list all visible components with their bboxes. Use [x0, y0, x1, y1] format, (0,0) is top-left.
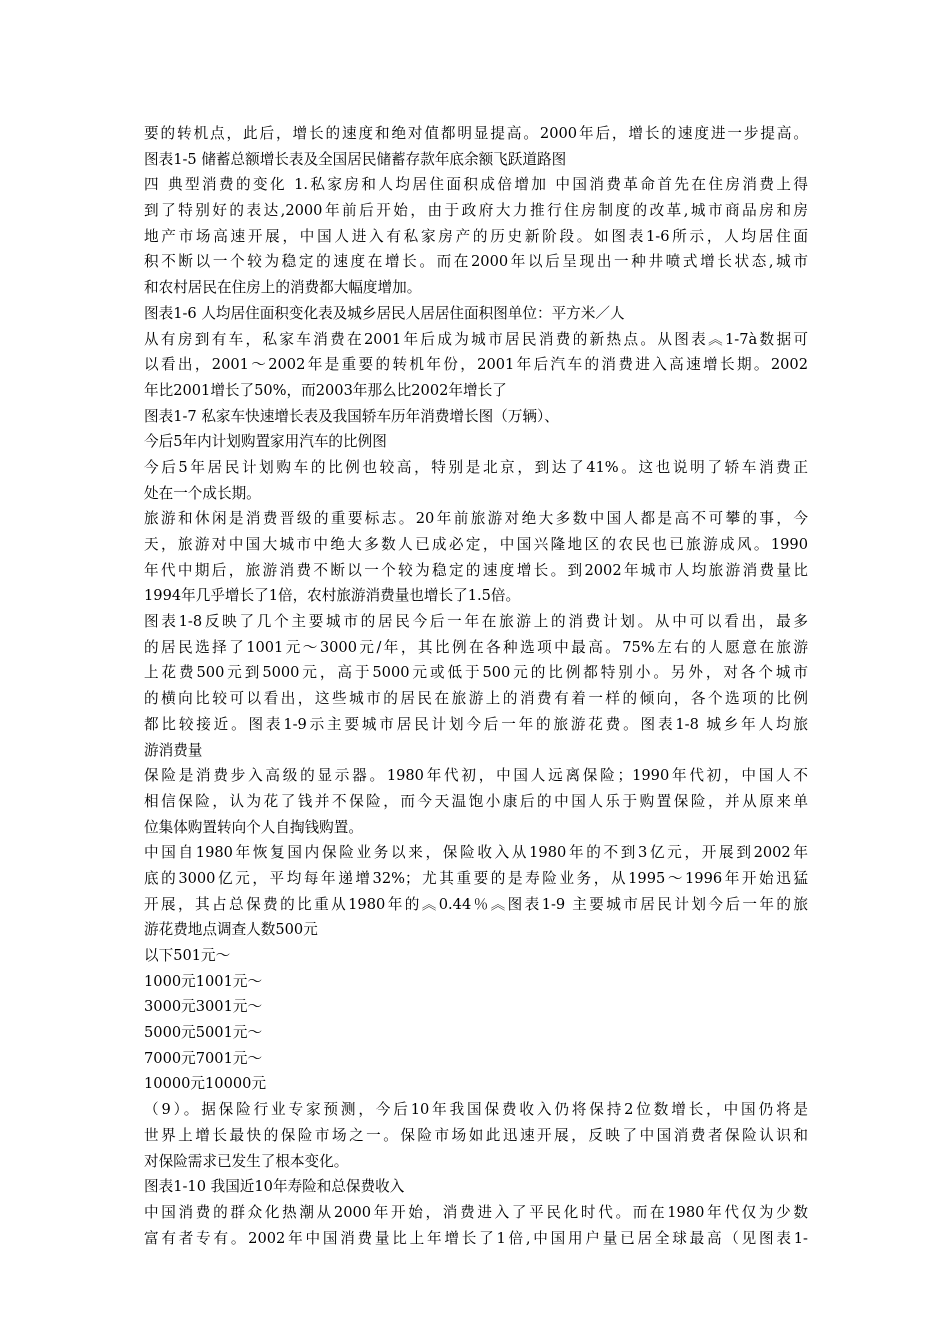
text-line: 7000元7001元～	[144, 1049, 263, 1067]
text-line: 的横向比较可以看出，这些城市的居民在旅游上的消费有着一样的倾向，各个选项的比例	[144, 690, 808, 708]
text-line: （9）。据保险行业专家预测，今后10年我国保费收入仍将保持2位数增长，中国仍将是	[144, 1101, 808, 1119]
text-line: 今后5年内计划购置家用汽车的比例图	[144, 433, 387, 451]
text-line: 中国消费的群众化热潮从2000年开始，消费进入了平民化时代。而在1980年代仅为少数	[144, 1203, 808, 1221]
text-line: 开展，其占总保费的比重从1980年的︽0.44％︽图表1-9 主要城市居民计划今后一年的旅	[144, 895, 808, 913]
text-line: 要的转机点，此后，增长的速度和绝对值都明显提高。2000年后，增长的速度进一步提高。	[144, 125, 808, 142]
text-line: 四 典型消费的变化 1.私家房和人均居住面积成倍增加 中国消费革命首先在住房消费上得	[144, 176, 808, 194]
text-line: 对保险需求已发生了根本变化。	[144, 1152, 349, 1170]
text-line: 相信保险，认为花了钱并不保险，而今天温饱小康后的中国人乐于购置保险，并从原来单	[144, 792, 808, 810]
text-line: 保险是消费步入高级的显示器。1980年代初，中国人远离保险；1990年代初，中国人不	[144, 767, 808, 785]
text-line: 从有房到有车，私家车消费在2001年后成为城市居民消费的新热点。从图表︽1-7à数据可	[144, 330, 808, 348]
text-line: 富有者专有。2002年中国消费量比上年增长了1倍,中国用户量已居全球最高（见图表1-	[144, 1229, 808, 1247]
text-line: 游消费量	[144, 741, 203, 759]
text-line: 到了特别好的表达,2000年前后开始，由于政府大力推行住房制度的改革,城市商品房和房	[144, 202, 808, 220]
text-line: 游花费地点调查人数500元	[144, 921, 318, 939]
text-line: 图表1-10 我国近10年寿险和总保费收入	[144, 1178, 405, 1196]
text-line: 中国自1980年恢复国内保险业务以来，保险收入从1980年的不到3亿元，开展到2002年	[144, 844, 808, 862]
text-line: 积不断以一个较为稳定的速度在增长。而在2000年以后呈现出一种井喷式增长状态,城市	[144, 253, 808, 271]
text-line: 和农村居民在住房上的消费都大幅度增加。	[144, 279, 422, 297]
document-page	[144, 121, 808, 1251]
text-line: 年比2001增长了50%，而2003年那么比2002年增长了	[144, 381, 507, 399]
text-line: 底的3000亿元，平均每年递增32%；尤其重要的是寿险业务，从1995～1996年开始迅猛	[144, 869, 808, 887]
text-line: 以下501元～	[144, 947, 231, 964]
text-line: 的居民选择了1001元～3000元/年，其比例在各种选项中最高。75%左右的人愿意在旅游	[144, 638, 808, 656]
text-line: 世界上增长最快的保险市场之一。保险市场如此迅速开展，反映了中国消费者保险认识和	[144, 1126, 808, 1144]
text-line: 5000元5001元～	[144, 1024, 263, 1042]
text-line: 都比较接近。图表1-9示主要城市居民计划今后一年的旅游花费。图表1-8 城乡年人均旅	[144, 715, 808, 733]
text-line: 处在一个成长期。	[144, 484, 261, 502]
text-line: 1994年几乎增长了1倍，农村旅游消费量也增长了1.5倍。	[144, 587, 521, 605]
text-line: 图表1-7 私家车快速增长表及我国轿车历年消费增长图（万辆）、	[144, 407, 559, 425]
text-line: 图表1-5 储蓄总额增长表及全国居民储蓄存款年底余额飞跃道路图	[144, 150, 567, 168]
text-line: 1000元1001元～	[144, 972, 263, 990]
text-line: 上花费500元到5000元，高于5000元或低于500元的比例都特别小。另外，对各个城市	[144, 664, 808, 682]
text-line: 旅游和休闲是消费晋级的重要标志。20年前旅游对绝大多数中国人都是高不可攀的事，今	[144, 510, 808, 528]
text-line: 图表1-8反映了几个主要城市的居民今后一年在旅游上的消费计划。从中可以看出，最多	[144, 613, 808, 631]
text-line: 年代中期后，旅游消费不断以一个较为稳定的速度增长。到2002年城市人均旅游消费量比	[144, 561, 808, 579]
text-line: 图表1-6 人均居住面积变化表及城乡居民人居居住面积图单位：平方米／人	[144, 304, 625, 322]
text-line: 10000元10000元	[144, 1075, 267, 1093]
text-line: 以看出，2001～2002年是重要的转机年份，2001年后汽车的消费进入高速增长期。2002	[144, 356, 808, 374]
text-line: 今后5年居民计划购车的比例也较高，特别是北京，到达了41%。这也说明了轿车消费正	[144, 458, 808, 476]
text-line: 天，旅游对中国大城市中绝大多数人已成必定，中国兴隆地区的农民也已旅游成风。1990	[144, 536, 808, 553]
text-line: 地产市场高速开展，中国人进入有私家房产的历史新阶段。如图表1-6所示，人均居住面	[144, 227, 808, 245]
text-line: 位集体购置转向个人自掏钱购置。	[144, 818, 363, 836]
text-line: 3000元3001元～	[144, 998, 263, 1016]
